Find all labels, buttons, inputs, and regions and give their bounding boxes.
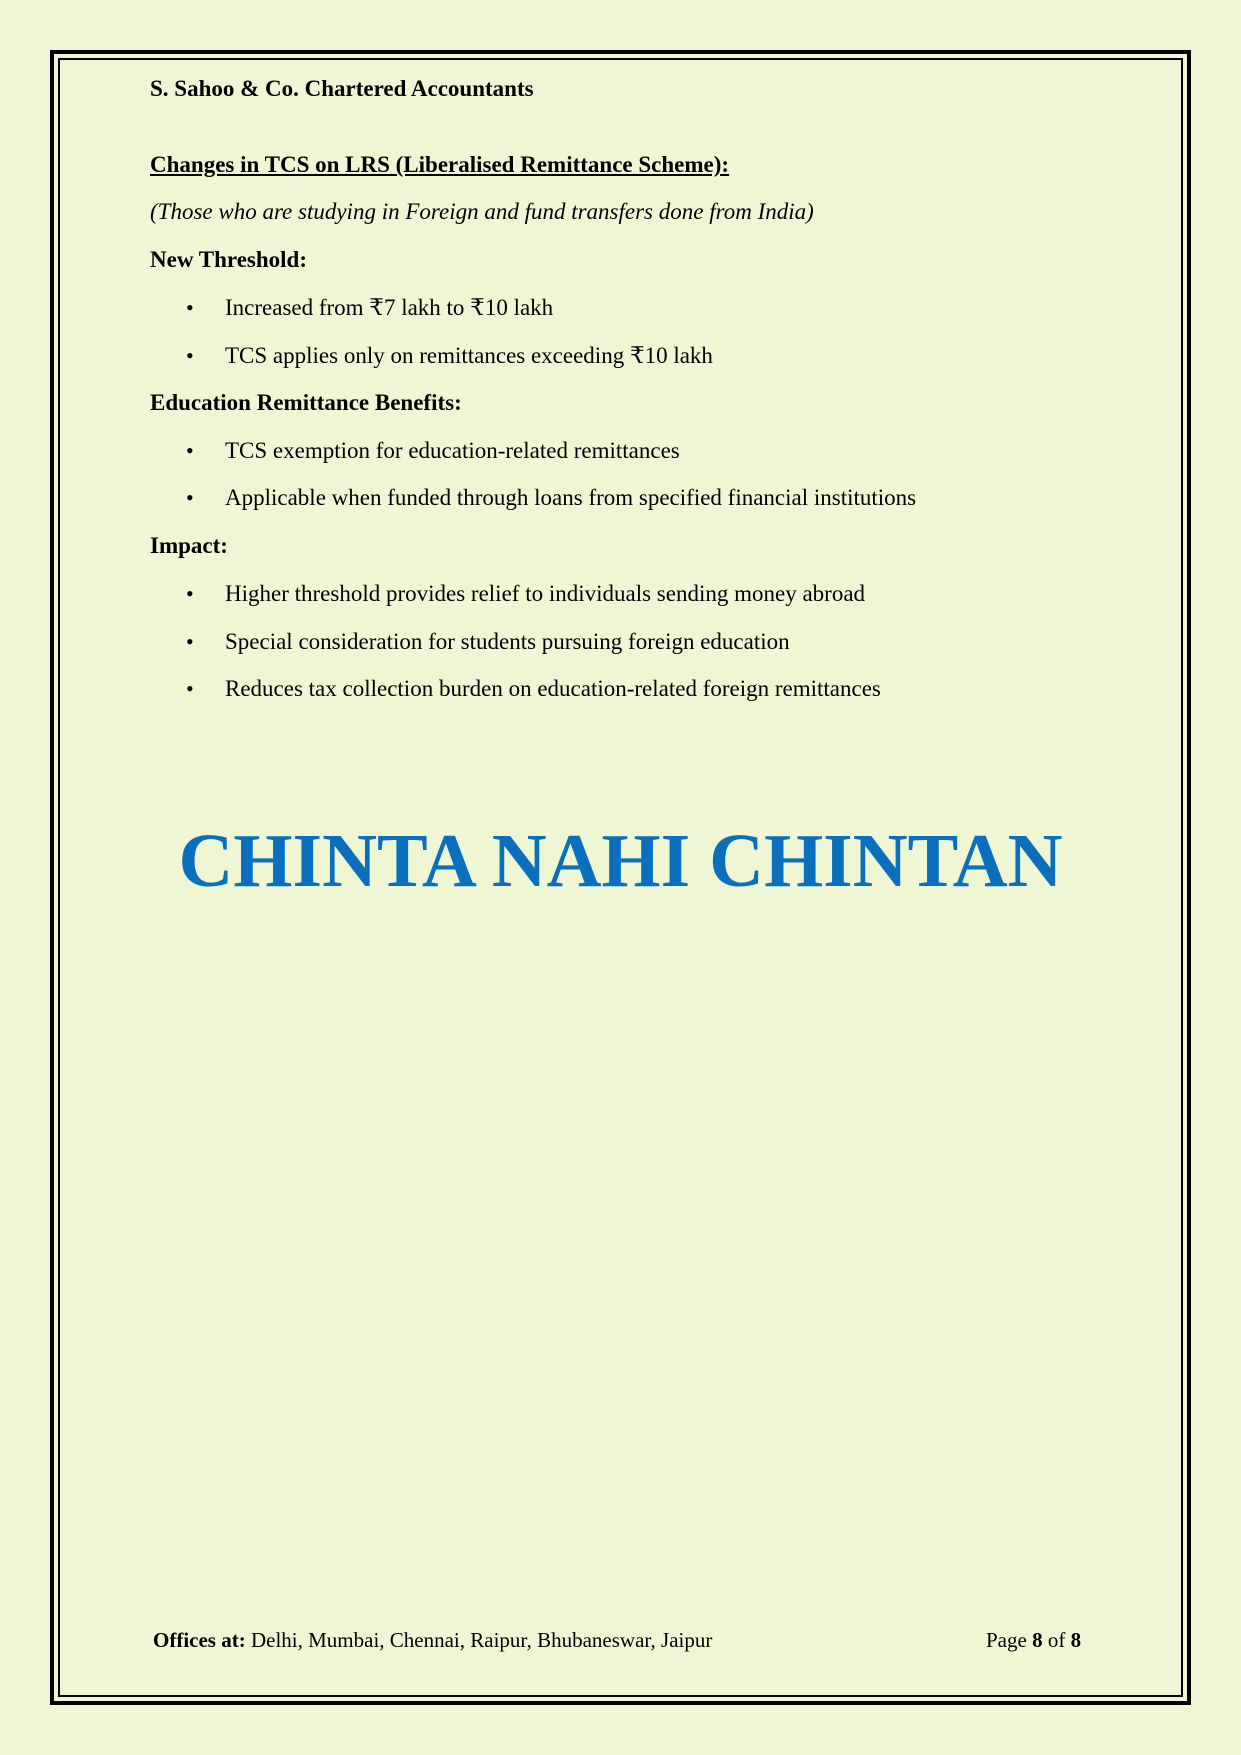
page-word: Page [986, 1628, 1033, 1652]
list-item-text: TCS exemption for education-related remittances [225, 438, 680, 463]
bullet-icon: • [186, 581, 194, 606]
heading-impact: Impact: [150, 533, 228, 558]
bullet-icon: • [186, 343, 194, 368]
heading-new-threshold: New Threshold: [150, 247, 307, 272]
bullet-icon: • [186, 629, 194, 654]
tagline: CHINTA NAHI CHINTAN [178, 819, 1063, 903]
bullet-icon: • [186, 485, 194, 510]
footer-offices [153, 1628, 712, 1653]
page-total: 8 [1070, 1628, 1082, 1652]
list-item-text: TCS applies only on remittances exceeding ₹10 lakh [225, 343, 713, 368]
bullet-icon: • [186, 676, 194, 701]
bullet-icon: • [186, 295, 194, 320]
list-item-text: Applicable when funded through loans from specified financial institutions [225, 485, 917, 510]
list-item-text: Special consideration for students pursuing foreign education [225, 629, 790, 654]
page-current: 8 [1032, 1628, 1043, 1652]
list-item-text: Increased from ₹7 lakh to ₹10 lakh [225, 295, 554, 320]
page-of: of [1042, 1628, 1071, 1652]
bullet-icon: • [186, 438, 194, 463]
page-content [150, 74, 1110, 701]
firm-name: S. Sahoo & Co. Chartered Accountants [150, 76, 534, 101]
heading-education-benefits: Education Remittance Benefits: [150, 390, 462, 415]
page-number [986, 1628, 1081, 1653]
list-item-text: Higher threshold provides relief to individuals sending money abroad [225, 581, 866, 606]
section-subtitle: (Those who are studying in Foreign and fund transfers done from India) [150, 199, 814, 224]
footer-offices-label: Offices at: [153, 1628, 246, 1652]
list-item-text: Reduces tax collection burden on education-related foreign remittances [225, 676, 881, 701]
footer-offices-list: Delhi, Mumbai, Chennai, Raipur, Bhubaneswar, Jaipur [245, 1628, 713, 1652]
section-title: Changes in TCS on LRS (Liberalised Remittance Scheme): [150, 152, 730, 177]
